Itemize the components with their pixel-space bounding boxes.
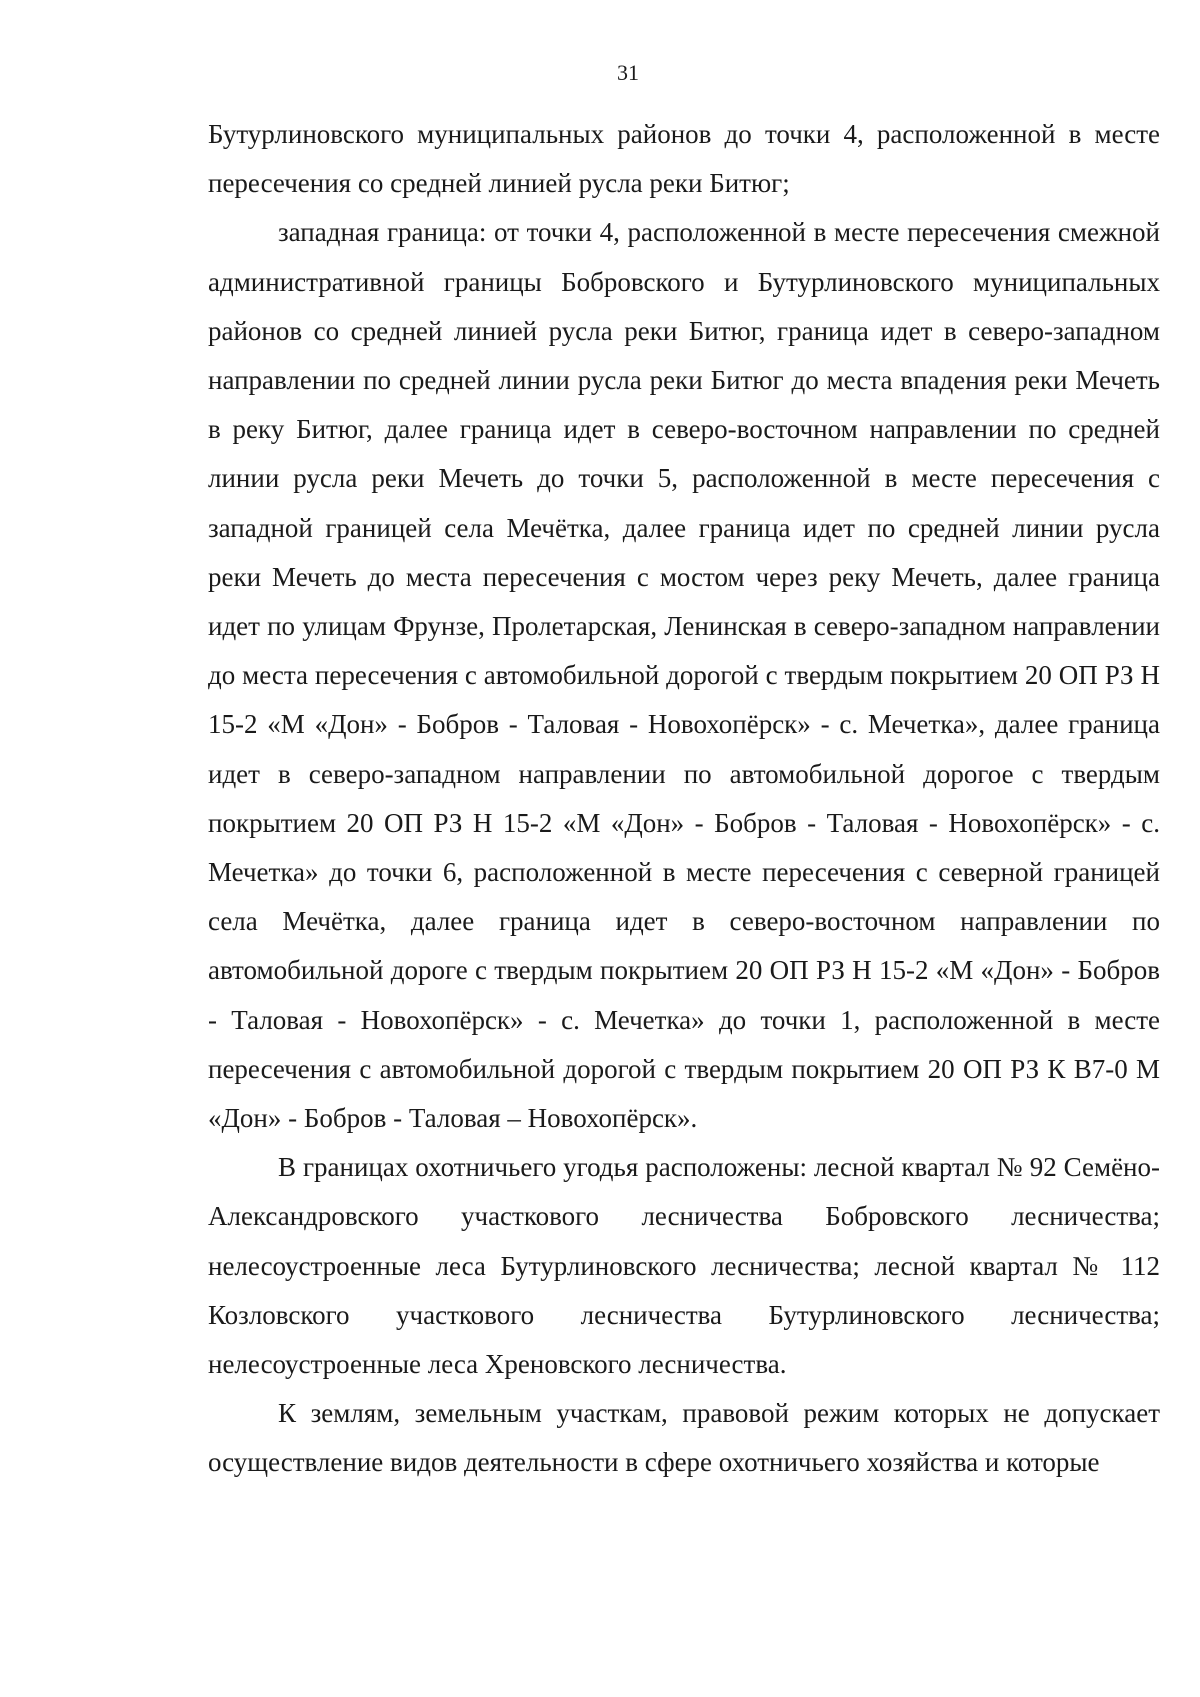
paragraph-forest-quarters: В границах охотничьего угодья расположены: лесной квартал № 92 Семёно-Александровского участкового лесничества Бобровского лесничества; нелесоустроенные леса Бутурлиновского лесничества; лесной квартал № 112 Козловского участкового лесничества Бутурлиновского лесничества; нелесоустроенные леса Хреновского лесничества.: [208, 1152, 1160, 1380]
paragraph-continuation: Бутурлиновского муниципальных районов до точки 4, расположенной в месте пересечения со средней линией русла реки Битюг;: [208, 119, 1160, 199]
page-number: 31: [617, 60, 639, 85]
paragraph-western-boundary: западная граница: от точки 4, расположенной в месте пересечения смежной административной границы Бобровского и Бутурлиновского муниципальных районов со средней линией русла реки Битюг, граница идет в северо-западном направлении по средней линии русла реки Битюг до места впадения реки Мечеть в реку Битюг, далее граница идет в северо-восточном направлении по средней линии русла реки Мечеть до точки 5, расположенной в месте пересечения с западной границей села Мечётка, далее граница идет по средней линии русла реки Мечеть до места пересечения с мостом через реку Мечеть, далее граница идет по улицам Фрунзе, Пролетарская, Ленинская в северо-западном направлении до места пересечения с автомобильной дорогой с твердым покрытием 20 ОП РЗ Н 15-2 «М «Дон» - Бобров - Таловая - Новохопёрск» - с. Мечетка», далее граница идет в северо-западном направлении по автомобильной дорогое с твердым покрытием 20 ОП РЗ Н 15-2 «М «Дон» - Бобров - Таловая - Новохопёрск» - с. Мечетка» до точки 6, расположенной в месте пересечения с северной границей села Мечётка, далее граница идет в северо-восточном направлении по автомобильной дороге с твердым покрытием 20 ОП РЗ Н 15-2 «М «Дон» - Бобров - Таловая - Новохопёрск» - с. Мечетка» до точки 1, расположенной в месте пересечения с автомобильной дорогой с твердым покрытием 20 ОП РЗ К В7-0 М «Дон» - Бобров - Таловая – Новохопёрск».: [208, 217, 1160, 1134]
document-body: [208, 110, 1160, 1488]
paragraph-lands: К землям, земельным участкам, правовой режим которых не допускает осуществление видов деятельности в сфере охотничьего хозяйства и которые: [208, 1398, 1160, 1478]
